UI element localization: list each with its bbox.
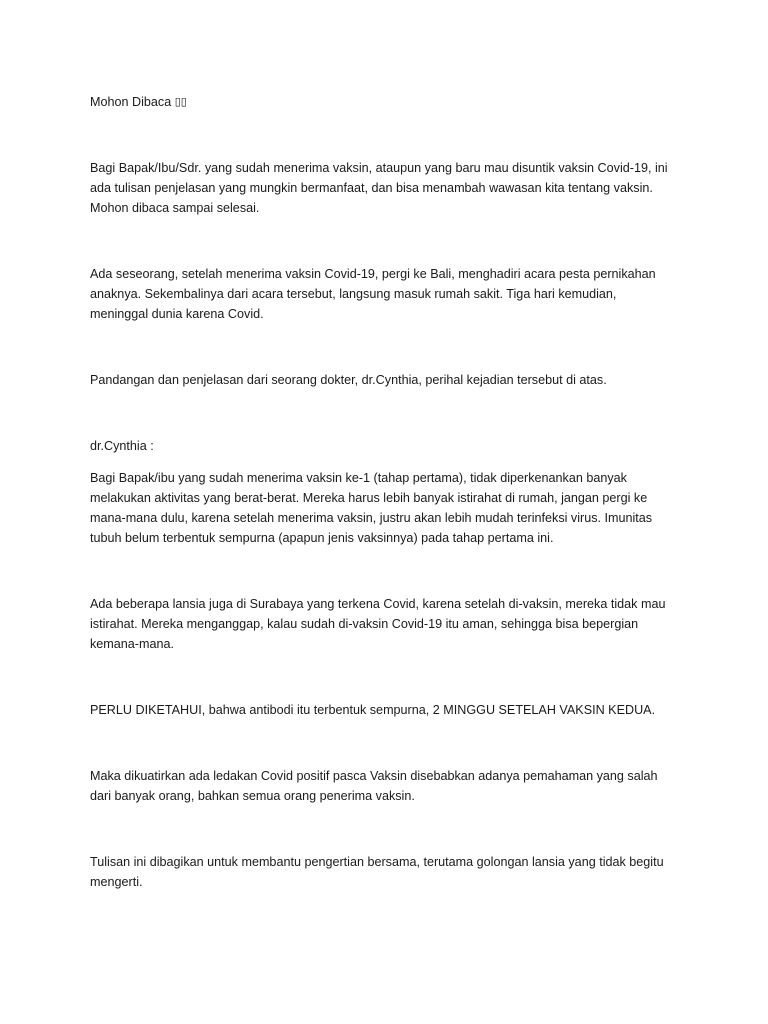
paragraph: PERLU DIKETAHUI, bahwa antibodi itu terbentuk sempurna, 2 MINGGU SETELAH VAKSIN KEDUA.	[90, 703, 656, 717]
speaker-label: dr.Cynthia :	[90, 439, 154, 453]
title-text: Mohon Dibaca	[90, 95, 172, 109]
paragraph: Ada seseorang, setelah menerima vaksin Covid-19, pergi ke Bali, menghadiri acara pesta pernikahan anaknya. Sekembalinya dari acara tersebut, langsung masuk rumah sakit. Tiga hari kemudian, meninggal dunia karena Covid.	[90, 267, 656, 321]
document-body	[90, 92, 670, 892]
title-emoji-icon: ▯▯	[174, 96, 187, 108]
paragraph: Bagi Bapak/Ibu/Sdr. yang sudah menerima vaksin, ataupun yang baru mau disuntik vaksin Covid-19, ini ada tulisan penjelasan yang mungkin bermanfaat, dan bisa menambah wawasan kita tentang vaksin. Mohon dibaca sampai selesai.	[90, 161, 668, 215]
document-title	[90, 92, 670, 112]
paragraph: Bagi Bapak/ibu yang sudah menerima vaksin ke-1 (tahap pertama), tidak diperkenankan banyak melakukan aktivitas yang berat-berat. Mereka harus lebih banyak istirahat di rumah, jangan pergi ke mana-mana dulu, karena setelah menerima vaksin, justru akan lebih mudah terinfeksi virus. Imunitas tubuh belum terbentuk sempurna (apapun jenis vaksinnya) pada tahap pertama ini.	[90, 471, 653, 545]
paragraph: Tulisan ini dibagikan untuk membantu pengertian bersama, terutama golongan lansia yang tidak begitu mengerti.	[90, 855, 664, 889]
paragraph: Pandangan dan penjelasan dari seorang dokter, dr.Cynthia, perihal kejadian tersebut di atas.	[90, 373, 607, 387]
paragraph: Ada beberapa lansia juga di Surabaya yang terkena Covid, karena setelah di-vaksin, mereka tidak mau istirahat. Mereka menganggap, kalau sudah di-vaksin Covid-19 itu aman, sehingga bisa bepergian kemana-mana.	[90, 597, 666, 651]
paragraph: Maka dikuatirkan ada ledakan Covid positif pasca Vaksin disebabkan adanya pemahaman yang salah dari banyak orang, bahkan semua orang penerima vaksin.	[90, 769, 658, 803]
